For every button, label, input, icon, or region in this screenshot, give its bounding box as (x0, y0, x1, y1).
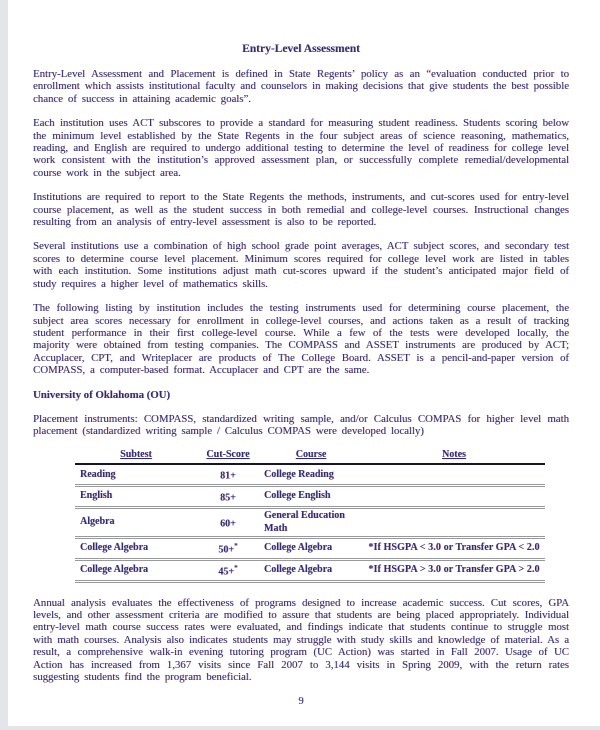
column-header-cut-score: Cut-Score (206, 449, 250, 461)
cut-score-value: 50+ (218, 544, 235, 556)
course-cell: College Algebra (264, 563, 333, 575)
column-header-notes: Notes (442, 449, 466, 461)
course-cell: College Algebra (264, 542, 333, 554)
subtest-cell: Algebra (80, 516, 115, 528)
course-cell: College English (264, 490, 331, 502)
cut-score-value: 85+ (220, 492, 236, 504)
subtest-cell: College Algebra (80, 542, 149, 554)
table-row (75, 508, 545, 538)
table-row (75, 538, 545, 560)
table-row (75, 486, 545, 508)
paragraph-testing-instruments: The following listing by institution includes the testing instruments used for determining course placement, the subject area scores necessary for enrollment in college-level courses, and actions taken as a result of tracking student performance in their first college-level course. While a few of the tests were developed locally, the majority were obtained from testing companies. The COMPASS and ASSET instruments are produced by ACT; Accuplacer, CPT, and Writeplacer are products of The College Board. ASSET is a pencil-and-paper version of COMPASS, a computer-based format. Accuplacer and CPT are the same. (33, 302, 569, 377)
course-cell: College Reading (264, 468, 334, 480)
column-header-course: Course (295, 449, 327, 461)
paragraph-act-subscores: Each institution uses ACT subscores to provide a standard for measuring student readiness. Students scoring below the minimum level established by the State Regents in the four subject areas of science reasoning, mathematics, reading, and English are required to undergo additional testing to determine the level of readiness for college level work consistent with the institution’s approved assessment plan, or successfully complete remedial/developmental course work in the subject area. (33, 117, 569, 179)
table-header-row (75, 449, 545, 464)
table-row (75, 559, 545, 581)
paragraph-placement-combination: Several institutions use a combination of high school grade point averages, ACT subject scores, and secondary test scores to determine course level placement. Minimum scores required for college level work are listed in tables with each institution. Some institutions adjust math cut-scores upward if the student’s anticipated major field of study requires a higher level of mathematics skills. (33, 240, 569, 290)
course-cell: General Education Math (264, 510, 345, 534)
cut-score-cell (197, 508, 259, 538)
document-page (8, 0, 600, 726)
table-row (75, 464, 545, 485)
paragraph-placement-instruments: Placement instruments: COMPASS, standardized writing sample, and/or Calculus COMPAS for higher level math placement (standardized writing sample / Calculus COMPAS were developed locally) (33, 412, 569, 437)
notes-cell (363, 486, 545, 508)
notes-cell: *If HSGPA > 3.0 or Transfer GPA > 2.0 (368, 563, 540, 575)
subtest-cell: College Algebra (80, 563, 149, 575)
paragraph-entry-level-definition: Entry-Level Assessment and Placement is defined in State Regents’ policy as an “evaluation conducted prior to enrollment which assists institutional faculty and counselors in making decisions that give students the best possible chance of success in attaining academic goals”. (33, 68, 569, 105)
placement-table (75, 449, 545, 582)
cut-score-value: 81+ (220, 470, 236, 482)
cut-score-cell (197, 559, 259, 581)
cut-score-footnote-marker: * (234, 563, 238, 572)
column-header-subtest: Subtest (120, 449, 152, 461)
notes-cell (363, 508, 545, 538)
subtest-cell: Reading (80, 468, 116, 480)
cut-score-cell (197, 486, 259, 508)
page-title: Entry-Level Assessment (242, 43, 360, 55)
section-heading-university-of-oklahoma: University of Oklahoma (OU) (33, 388, 171, 401)
cut-score-value: 60+ (220, 518, 236, 530)
paragraph-annual-analysis: Annual analysis evaluates the effectiveness of programs designed to increase academic success. Cut scores, GPA levels, and other assessment criteria are modified to assure that students are being placed appropriately. Individual entry-level math course success rates were evaluated, and findings indicate that students continue to struggle most with math courses. Analysis also indicates students may struggle with study skills and knowledge of material. As a result, a comprehensive walk-in evening tutoring program (UC Action) was started in Fall 2007. Usage of UC Action has increased from 1,367 visits since Fall 2007 to 3,144 visits in Spring 2009, with the return rates suggesting students find the program beneficial. (33, 596, 569, 684)
page-number: 9 (298, 695, 304, 707)
notes-cell: *If HSGPA < 3.0 or Transfer GPA < 2.0 (368, 542, 540, 554)
paragraph-reporting-requirements: Institutions are required to report to the State Regents the methods, instruments, and cut-scores used for entry-level course placement, as well as the student success in both remedial and college-level courses. Instructional changes resulting from an analysis of entry-level assessment is also to be reported. (33, 191, 569, 229)
cut-score-value: 45+ (218, 566, 235, 578)
cut-score-cell (197, 538, 259, 560)
notes-cell (363, 464, 545, 485)
subtest-cell: English (80, 490, 113, 502)
cut-score-footnote-marker: * (234, 542, 238, 550)
page-content (8, 0, 600, 707)
cut-score-cell (197, 464, 259, 485)
